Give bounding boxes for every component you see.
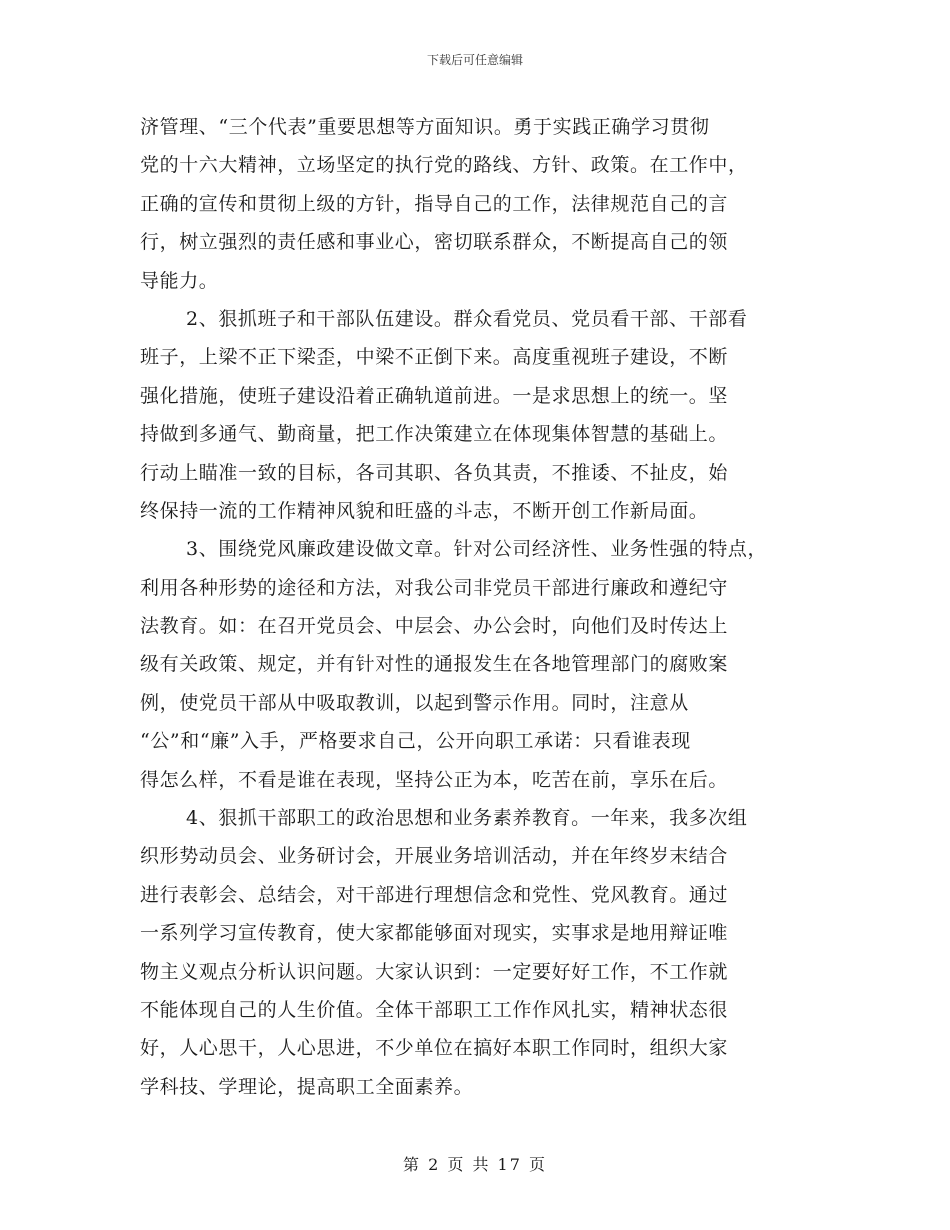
page-header: 下载后可任意编辑 xyxy=(426,53,523,67)
text-line: 终保持一流的工作精神风貌和旺盛的斗志，不断开创工作新局面。 xyxy=(140,499,709,522)
text-line: 4、狠抓干部职工的政治思想和业务素养教育。一年来，我多次组 xyxy=(186,807,748,830)
paragraph-2 xyxy=(140,300,830,530)
text-line: 一系列学习宣传教育，使大家都能够面对现实，实事求是地用辩证唯 xyxy=(140,922,729,945)
text-line: 织形势动员会、业务研讨会，开展业务培训活动，并在年终岁末结合 xyxy=(140,845,729,868)
text-line: 行动上瞄准一致的目标，各司其职、各负其责，不推诿、不扯皮，始 xyxy=(140,461,729,484)
page-number: 第 2 页 共 17 页 xyxy=(403,1155,547,1174)
text-line: 正确的宣传和贯彻上级的方针，指导自己的工作，法律规范自己的言 xyxy=(140,192,729,215)
paragraph-1 xyxy=(140,108,830,300)
text-line: “公”和“廉”入手，严格要求自己，公开向职工承诺：只看谁表现 xyxy=(140,730,691,753)
text-line: 进行表彰会、总结会，对干部进行理想信念和党性、党风教育。通过 xyxy=(140,883,729,906)
text-line: 得怎么样，不看是谁在表现，坚持公正为本，吃苦在前，享乐在后。 xyxy=(140,768,729,791)
text-line: 物主义观点分析认识问题。大家认识到：一定要好好工作，不工作就 xyxy=(140,960,729,983)
text-line: 2、狠抓班子和干部队伍建设。群众看党员、党员看干部、干部看 xyxy=(186,307,748,330)
text-line: 例，使党员干部从中吸取教训，以起到警示作用。同时，注意从 xyxy=(140,691,689,714)
text-line: 导能力。 xyxy=(140,269,219,292)
text-line: 强化措施，使班子建设沿着正确轨道前进。一是求思想上的统一。坚 xyxy=(140,384,729,407)
paragraph-4 xyxy=(140,799,830,1106)
text-line: 不能体现自己的人生价值。全体干部职工工作作风扎实，精神状态很 xyxy=(140,998,729,1021)
document-body xyxy=(140,108,830,1106)
text-line: 党的十六大精神，立场坚定的执行党的路线、方针、政策。在工作中， xyxy=(140,154,748,177)
text-line: 学科技、学理论，提高职工全面素养。 xyxy=(140,1075,474,1098)
text-line: 3、围绕党风廉政建设做文章。针对公司经济性、业务性强的特点， xyxy=(186,538,768,561)
text-line: 济管理、“三个代表”重要思想等方面知识。勇于实践正确学习贯彻 xyxy=(140,116,710,138)
text-line: 班子，上梁不正下梁歪，中梁不正倒下来。高度重视班子建设，不断 xyxy=(140,346,729,369)
text-line: 行，树立强烈的责任感和事业心，密切联系群众，不断提高自己的领 xyxy=(140,231,729,254)
text-line: 利用各种形势的途径和方法，对我公司非党员干部进行廉政和遵纪守 xyxy=(140,576,729,599)
text-line: 好，人心思干，人心思进，不少单位在搞好本职工作同时，组织大家 xyxy=(140,1037,729,1060)
text-line: 级有关政策、规定，并有针对性的通报发生在各地管理部门的腐败案 xyxy=(140,653,729,676)
paragraph-3 xyxy=(140,530,830,799)
text-line: 法教育。如：在召开党员会、中层会、办公会时，向他们及时传达上 xyxy=(140,615,729,638)
text-line: 持做到多通气、勤商量，把工作决策建立在体现集体智慧的基础上。 xyxy=(140,423,729,446)
